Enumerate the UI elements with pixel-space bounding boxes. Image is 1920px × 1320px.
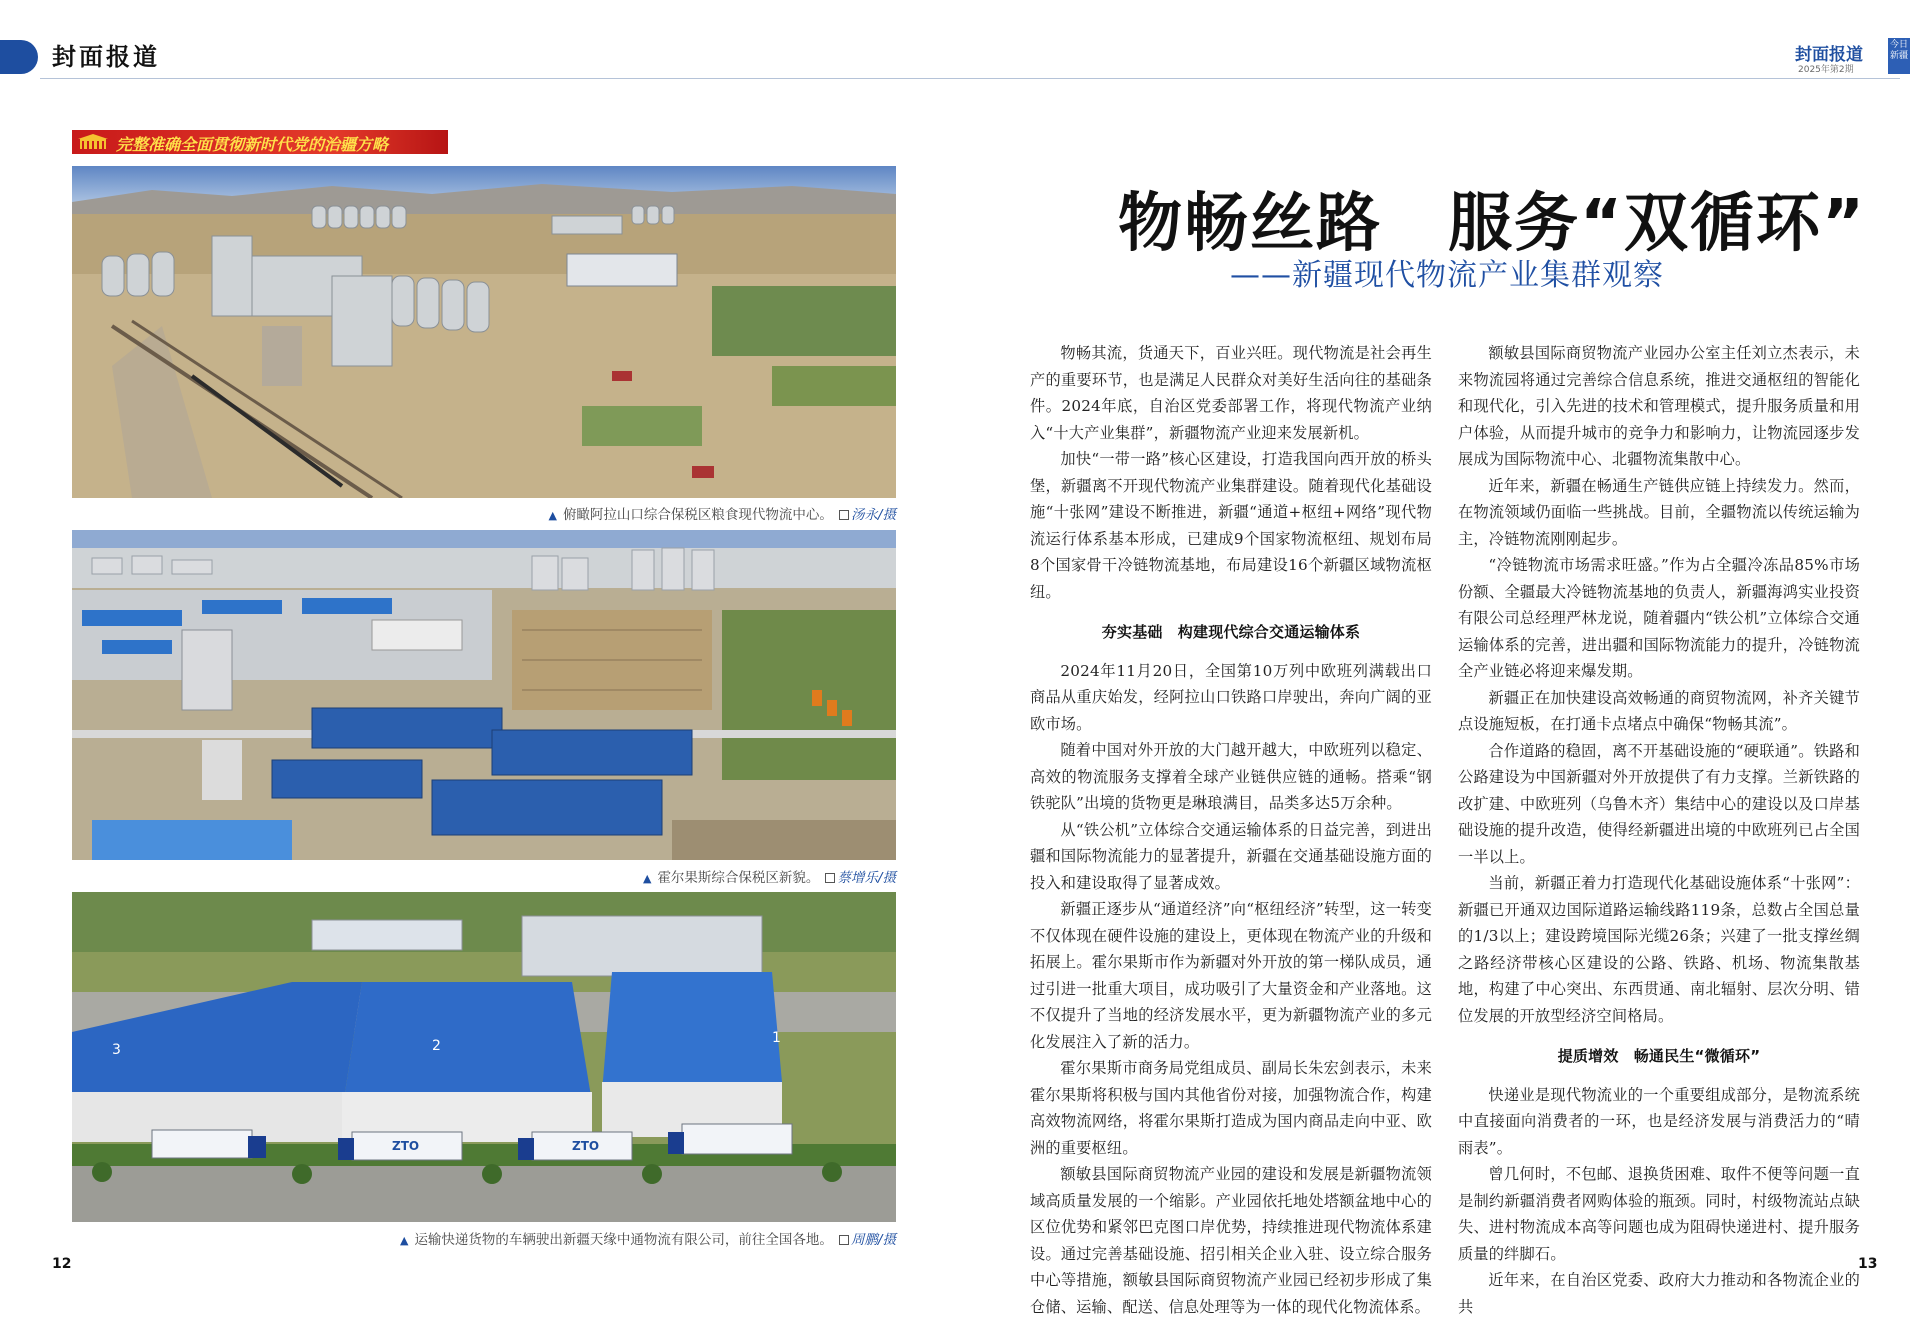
paragraph: 随着中国对外开放的大门越开越大，中欧班列以稳定、高效的物流服务支撑着全球产业链供应链的通畅。搭乘“钢铁驼队”出境的货物更是琳琅满目，品类多达5万余种。	[1030, 741, 1432, 812]
paragraph: “冷链物流市场需求旺盛。”作为占全疆冷冻品85%市场份额、全疆最大冷链物流基地的负责人，新疆海鸿实业投资有限公司总经理严林龙说，随着疆内“铁公机”立体综合交通运输体系的完善，进出疆和国际物流能力的提升，冷链物流全产业链必将迎来爆发期。	[1458, 556, 1860, 680]
paragraph: 新疆正在加快建设高效畅通的商贸物流网，补齐关键节点设施短板，在打通卡点堵点中确保“物畅其流”。	[1458, 688, 1860, 733]
photo-horgos-bonded-zone	[72, 530, 896, 860]
page-number-right: 13	[1858, 1256, 1878, 1272]
paragraph: 曾几何时，不包邮、退换货困难、取件不便等问题一直是制约新疆消费者网购体验的瓶颈。同时，村级物流站点缺失、进村物流成本高等问题也成为阻碍快递进村、提升服务质量的绊脚石。	[1458, 1165, 1860, 1263]
paragraph: 2024年11月20日，全国第10万列中欧班列满载出口商品从重庆始发，经阿拉山口铁路口岸驶出，奔向广阔的亚欧市场。	[1030, 661, 1432, 733]
paragraph: 合作道路的稳固，离不开基础设施的“硬联通”。铁路和公路建设为中国新疆对外开放提供了有力支撑。兰新铁路的改扩建、中欧班列（乌鲁木齐）集结中心的建设以及口岸基础设施的提升改造，使得经新疆进出境的中欧班列已占全国一半以上。	[1458, 741, 1860, 866]
paragraph: 当前，新疆正着力打造现代化基础设施体系“十张网”：新疆已开通双边国际道路运输线路119条，总数占全国总量的1/3以上；建设跨境国际光缆26条；兴建了一批支撑丝绸之路经济带核心区建设的公路、铁路、机场、物流集散基地，构建了中心突出、东西贯通、南北辐射、层次分明、错位发展的开放型经济空间格局。	[1458, 874, 1860, 1025]
photo3-caption	[400, 1228, 896, 1248]
photo-grain-logistics-center	[72, 166, 896, 498]
theme-banner	[72, 130, 448, 154]
truck-logo: ZTO	[392, 1139, 420, 1153]
article-column-1	[1030, 340, 1432, 1320]
photo3-caption-text: 运输快递货物的车辆驶出新疆天缘中通物流有限公司，前往全国各地。	[414, 1232, 833, 1248]
banner-text: 完整准确全面贯彻新时代党的治疆方略	[116, 135, 389, 154]
article-column-2	[1458, 340, 1860, 1320]
article-headline: 物畅丝路 服务“双循环”	[1118, 187, 1867, 261]
paragraph: 近年来，在自治区党委、政府大力推动和各物流企业的共	[1458, 1271, 1860, 1316]
paragraph: 额敏县国际商贸物流产业园办公室主任刘立杰表示，未来物流园将通过完善综合信息系统，推进交通枢纽的智能化和现代化，引入先进的技术和管理模式，提升服务质量和用户体验，从而提升城市的竞争力和影响力，让物流园逐步发展成为国际物流中心、北疆物流集散中心。	[1458, 344, 1860, 468]
magazine-logo	[1888, 38, 1910, 74]
camera-mark-icon	[839, 1235, 849, 1245]
magazine-section-label: 封面报道	[1795, 45, 1863, 65]
photo2-caption	[643, 866, 896, 886]
bay-number-1: 1	[772, 1030, 781, 1046]
paragraph: 物畅其流，货通天下，百业兴旺。现代物流是社会再生产的重要环节，也是满足人民群众对美好生活向往的基础条件。2024年底，自治区党委部署工作，将现代物流产业纳入“十大产业集群”，新疆物流产业迎来发展新机。	[1030, 344, 1432, 442]
paragraph: 额敏县国际商贸物流产业园的建设和发展是新疆物流领域高质量发展的一个缩影。产业园依托地处塔额盆地中心的区位优势和紧邻巴克图口岸优势，持续推进现代物流体系建设。通过完善基础设施、招引相关企业入驻、设立综合服务中心等措施，额敏县国际商贸物流产业园已经初步形成了集仓储、运输、配送、信息处理等为一体的现代化物流体系。	[1030, 1165, 1432, 1316]
section-heading: 夯实基础 构建现代综合交通运输体系	[1101, 623, 1361, 641]
camera-mark-icon	[839, 510, 849, 520]
page-number-left: 12	[52, 1256, 72, 1272]
magazine-logo-text: 新疆	[1889, 51, 1908, 61]
great-hall-icon	[78, 133, 108, 151]
paragraph: 近年来，新疆在畅通生产链供应链上持续发力。然而，在物流领域仍面临一些挑战。目前，全疆物流以传统运输为主，冷链物流刚刚起步。	[1458, 476, 1860, 548]
photo1-caption-text: 俯瞰阿拉山口综合保税区粮食现代物流中心。	[562, 507, 833, 523]
paragraph: 霍尔果斯市商务局党组成员、副局长朱宏剑表示，未来霍尔果斯将积极与国内其他省份对接，加强物流合作，构建高效物流网络，将霍尔果斯打造成为国内商品走向中亚、欧洲的重要枢纽。	[1030, 1059, 1432, 1157]
photo2-caption-text: 霍尔果斯综合保税区新貌。	[657, 870, 820, 886]
photo-zto-logistics	[72, 892, 896, 1222]
photo1-caption	[548, 503, 896, 523]
section-heading: 提质增效 畅通民生“微循环”	[1557, 1047, 1761, 1065]
header-divider	[40, 78, 1900, 79]
paragraph: 从“铁公机”立体综合交通运输体系的日益完善，到进出疆和国际物流能力的显著提升，新疆在交通基础设施方面的投入和建设取得了显著成效。	[1030, 820, 1432, 892]
bay-number-2: 2	[432, 1038, 441, 1054]
caption-triangle-icon: ▲	[548, 509, 557, 522]
camera-mark-icon	[825, 873, 835, 883]
caption-triangle-icon: ▲	[642, 872, 652, 885]
caption-triangle-icon: ▲	[399, 1234, 409, 1247]
paragraph: 加快“一带一路”核心区建设，打造我国向西开放的桥头堡，新疆离不开现代物流产业集群建设。随着现代化基础设施“十张网”建设不断推进，新疆“通道+枢纽+网络”现代物流运行体系基本形成，已建成9个国家物流枢纽、规划布局8个国家骨干冷链物流基地，布局建设16个新疆区域物流枢纽。	[1030, 450, 1432, 601]
magazine-logo-text: 今日	[1889, 40, 1908, 50]
article-subtitle: ——新疆现代物流产业集群观察	[1230, 258, 1664, 293]
truck-logo: ZTO	[572, 1139, 600, 1153]
bay-number-3: 3	[112, 1042, 121, 1058]
magazine-issue: 2025年第2期	[1798, 65, 1854, 75]
paragraph: 新疆正逐步从“通道经济”向“枢纽经济”转型，这一转变不仅体现在硬件设施的建设上，更体现在物流产业的升级和拓展上。霍尔果斯市作为新疆对外开放的第一梯队成员，通过引进一批重大项目，成功吸引了大量资金和产业落地。这不仅提升了当地的经济发展水平，更为新疆物流产业的多元化发展注入了新的活力。	[1030, 900, 1432, 1051]
section-tab-marker	[0, 40, 38, 74]
section-title: 封面报道	[52, 42, 160, 71]
paragraph: 快递业是现代物流业的一个重要组成部分，是物流系统中直接面向消费者的一环，也是经济发展与消费活力的“晴雨表”。	[1458, 1085, 1860, 1157]
photo3-credit: 周鹏/摄	[850, 1232, 896, 1248]
photo2-credit: 蔡增乐/摄	[837, 870, 896, 886]
photo1-credit: 汤永/摄	[850, 507, 896, 523]
